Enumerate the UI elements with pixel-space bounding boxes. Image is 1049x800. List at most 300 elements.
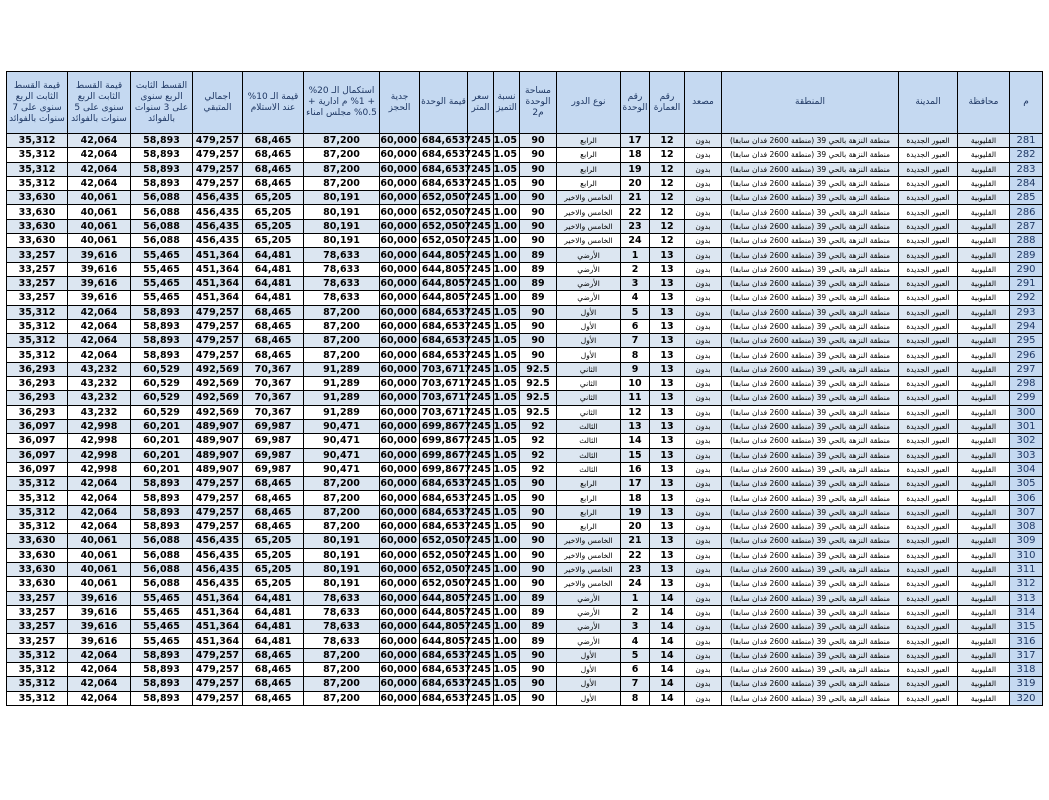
table-cell: منطقة النزهة بالحي 39 (منطقة 2600 فدان سابقا) bbox=[722, 562, 899, 576]
table-cell: 13 bbox=[650, 491, 685, 505]
table-cell: الرابع bbox=[557, 176, 621, 190]
row-number-cell: 311 bbox=[1010, 562, 1043, 576]
table-row bbox=[7, 176, 1043, 190]
table-cell: العبور الجديدة bbox=[899, 305, 958, 319]
table-header bbox=[7, 72, 1043, 134]
table-cell: 68,465 bbox=[243, 477, 304, 491]
table-cell: 8 bbox=[621, 691, 650, 705]
table-cell: بدون bbox=[685, 362, 722, 376]
table-cell: 40,061 bbox=[68, 191, 131, 205]
table-cell: 479,257 bbox=[193, 134, 243, 148]
table-cell: 479,257 bbox=[193, 477, 243, 491]
table-cell: 42,998 bbox=[68, 462, 131, 476]
table-cell: 21 bbox=[621, 534, 650, 548]
table-cell: 64,481 bbox=[243, 291, 304, 305]
table-cell: 644,805 bbox=[420, 605, 468, 619]
table-cell: العبور الجديدة bbox=[899, 477, 958, 491]
table-cell: 55,465 bbox=[131, 291, 193, 305]
table-cell: 64,481 bbox=[243, 634, 304, 648]
table-cell: 89 bbox=[520, 620, 557, 634]
table-cell: العبور الجديدة bbox=[899, 434, 958, 448]
table-cell: 7245 bbox=[468, 291, 494, 305]
table-cell: 14 bbox=[650, 634, 685, 648]
table-cell: منطقة النزهة بالحي 39 (منطقة 2600 فدان سابقا) bbox=[722, 677, 899, 691]
table-row bbox=[7, 505, 1043, 519]
table-cell: 90 bbox=[520, 691, 557, 705]
table-row bbox=[7, 348, 1043, 362]
table-row bbox=[7, 534, 1043, 548]
table-row bbox=[7, 219, 1043, 233]
table-cell: القليوبية bbox=[958, 305, 1010, 319]
table-cell: 451,364 bbox=[193, 605, 243, 619]
table-cell: 479,257 bbox=[193, 305, 243, 319]
table-cell: 652,050 bbox=[420, 562, 468, 576]
table-cell: الأول bbox=[557, 648, 621, 662]
row-number-cell: 319 bbox=[1010, 677, 1043, 691]
table-cell: 479,257 bbox=[193, 662, 243, 676]
table-cell: منطقة النزهة بالحي 39 (منطقة 2600 فدان سابقا) bbox=[722, 405, 899, 419]
table-cell: 58,893 bbox=[131, 162, 193, 176]
table-cell: منطقة النزهة بالحي 39 (منطقة 2600 فدان سابقا) bbox=[722, 248, 899, 262]
table-cell: العبور الجديدة bbox=[899, 219, 958, 233]
table-cell: 1.05 bbox=[494, 691, 520, 705]
table-cell: 90 bbox=[520, 648, 557, 662]
column-header: استكمال الـ 20% + 1% م ادارية + 0.5% مجلس امناء bbox=[304, 72, 380, 134]
table-cell: القليوبية bbox=[958, 391, 1010, 405]
table-cell: منطقة النزهة بالحي 39 (منطقة 2600 فدان سابقا) bbox=[722, 491, 899, 505]
column-header: مساحة الوحدة م2 bbox=[520, 72, 557, 134]
table-cell: 58,893 bbox=[131, 348, 193, 362]
table-cell: 35,312 bbox=[7, 148, 68, 162]
table-cell: 42,064 bbox=[68, 648, 131, 662]
table-cell: 492,569 bbox=[193, 362, 243, 376]
table-cell: 1.00 bbox=[494, 191, 520, 205]
table-cell: 699,867 bbox=[420, 434, 468, 448]
table-cell: العبور الجديدة bbox=[899, 419, 958, 433]
table-row bbox=[7, 305, 1043, 319]
table-cell: 12 bbox=[650, 234, 685, 248]
table-cell: 6 bbox=[621, 319, 650, 333]
table-cell: العبور الجديدة bbox=[899, 248, 958, 262]
table-cell: بدون bbox=[685, 334, 722, 348]
table-cell: 56,088 bbox=[131, 234, 193, 248]
table-cell: بدون bbox=[685, 562, 722, 576]
table-cell: 69,987 bbox=[243, 462, 304, 476]
table-cell: 65,205 bbox=[243, 219, 304, 233]
table-cell: 7245 bbox=[468, 591, 494, 605]
table-cell: الثاني bbox=[557, 405, 621, 419]
row-number-cell: 310 bbox=[1010, 548, 1043, 562]
table-cell: العبور الجديدة bbox=[899, 605, 958, 619]
table-cell: 19 bbox=[621, 162, 650, 176]
table-cell: 1.05 bbox=[494, 434, 520, 448]
table-cell: بدون bbox=[685, 191, 722, 205]
table-cell: العبور الجديدة bbox=[899, 134, 958, 148]
table-cell: 42,064 bbox=[68, 319, 131, 333]
table-cell: القليوبية bbox=[958, 562, 1010, 576]
table-cell: منطقة النزهة بالحي 39 (منطقة 2600 فدان سابقا) bbox=[722, 205, 899, 219]
column-header: رقم العمارة bbox=[650, 72, 685, 134]
table-cell: 42,064 bbox=[68, 305, 131, 319]
table-cell: 479,257 bbox=[193, 148, 243, 162]
table-cell: بدون bbox=[685, 491, 722, 505]
table-cell: 11 bbox=[621, 391, 650, 405]
table-cell: الأرضي bbox=[557, 634, 621, 648]
table-cell: القليوبية bbox=[958, 477, 1010, 491]
table-cell: 56,088 bbox=[131, 534, 193, 548]
table-cell: 35,312 bbox=[7, 319, 68, 333]
table-cell: بدون bbox=[685, 276, 722, 290]
table-cell: 33,257 bbox=[7, 262, 68, 276]
table-cell: 36,293 bbox=[7, 377, 68, 391]
table-cell: 1.00 bbox=[494, 577, 520, 591]
table-cell: القليوبية bbox=[958, 262, 1010, 276]
table-cell: 1.00 bbox=[494, 634, 520, 648]
table-cell: 35,312 bbox=[7, 162, 68, 176]
table-cell: 60,000 bbox=[380, 577, 420, 591]
table-cell: 35,312 bbox=[7, 491, 68, 505]
table-cell: 35,312 bbox=[7, 134, 68, 148]
table-cell: 42,064 bbox=[68, 491, 131, 505]
table-cell: 58,893 bbox=[131, 134, 193, 148]
table-cell: 35,312 bbox=[7, 505, 68, 519]
table-cell: الأرضي bbox=[557, 262, 621, 276]
table-cell: 33,257 bbox=[7, 248, 68, 262]
table-cell: منطقة النزهة بالحي 39 (منطقة 2600 فدان سابقا) bbox=[722, 162, 899, 176]
table-cell: بدون bbox=[685, 477, 722, 491]
table-cell: 89 bbox=[520, 291, 557, 305]
table-row bbox=[7, 234, 1043, 248]
table-cell: 90 bbox=[520, 176, 557, 190]
table-cell: 33,257 bbox=[7, 605, 68, 619]
table-cell: القليوبية bbox=[958, 577, 1010, 591]
table-cell: 456,435 bbox=[193, 534, 243, 548]
table-cell: 12 bbox=[650, 205, 685, 219]
table-row bbox=[7, 334, 1043, 348]
table-cell: بدون bbox=[685, 348, 722, 362]
table-cell: 58,893 bbox=[131, 677, 193, 691]
table-cell: بدون bbox=[685, 648, 722, 662]
table-cell: 58,893 bbox=[131, 334, 193, 348]
table-cell: 1.05 bbox=[494, 148, 520, 162]
table-cell: 60,000 bbox=[380, 291, 420, 305]
table-cell: 7245 bbox=[468, 434, 494, 448]
table-cell: 39,616 bbox=[68, 605, 131, 619]
table-cell: 7245 bbox=[468, 448, 494, 462]
table-cell: 479,257 bbox=[193, 162, 243, 176]
table-cell: منطقة النزهة بالحي 39 (منطقة 2600 فدان سابقا) bbox=[722, 605, 899, 619]
table-cell: الرابع bbox=[557, 477, 621, 491]
table-cell: بدون bbox=[685, 534, 722, 548]
table-cell: بدون bbox=[685, 291, 722, 305]
table-cell: العبور الجديدة bbox=[899, 662, 958, 676]
table-cell: منطقة النزهة بالحي 39 (منطقة 2600 فدان سابقا) bbox=[722, 434, 899, 448]
table-cell: 7245 bbox=[468, 520, 494, 534]
table-cell: بدون bbox=[685, 148, 722, 162]
table-cell: العبور الجديدة bbox=[899, 391, 958, 405]
table-cell: 60,000 bbox=[380, 520, 420, 534]
table-cell: 60,000 bbox=[380, 620, 420, 634]
table-cell: 43,232 bbox=[68, 405, 131, 419]
table-cell: بدون bbox=[685, 219, 722, 233]
table-cell: 479,257 bbox=[193, 691, 243, 705]
table-cell: القليوبية bbox=[958, 276, 1010, 290]
table-cell: بدون bbox=[685, 548, 722, 562]
table-cell: العبور الجديدة bbox=[899, 548, 958, 562]
table-cell: 60,000 bbox=[380, 605, 420, 619]
table-cell: بدون bbox=[685, 691, 722, 705]
table-cell: 13 bbox=[650, 377, 685, 391]
table-cell: 1.05 bbox=[494, 520, 520, 534]
table-cell: بدون bbox=[685, 176, 722, 190]
table-cell: 33,630 bbox=[7, 234, 68, 248]
table-cell: الثالث bbox=[557, 419, 621, 433]
table-cell: 42,998 bbox=[68, 448, 131, 462]
row-number-cell: 314 bbox=[1010, 605, 1043, 619]
table-cell: 13 bbox=[650, 577, 685, 591]
table-cell: 684,653 bbox=[420, 648, 468, 662]
table-cell: بدون bbox=[685, 205, 722, 219]
table-cell: بدون bbox=[685, 662, 722, 676]
table-cell: 64,481 bbox=[243, 248, 304, 262]
table-cell: العبور الجديدة bbox=[899, 262, 958, 276]
table-cell: 644,805 bbox=[420, 248, 468, 262]
table-cell: القليوبية bbox=[958, 505, 1010, 519]
table-cell: 87,200 bbox=[304, 505, 380, 519]
table-cell: 703,671 bbox=[420, 405, 468, 419]
table-cell: 89 bbox=[520, 262, 557, 276]
table-cell: 7245 bbox=[468, 391, 494, 405]
table-cell: 1.00 bbox=[494, 605, 520, 619]
table-cell: 55,465 bbox=[131, 591, 193, 605]
table-cell: 644,805 bbox=[420, 591, 468, 605]
row-number-cell: 284 bbox=[1010, 176, 1043, 190]
table-cell: 644,805 bbox=[420, 620, 468, 634]
table-cell: 492,569 bbox=[193, 377, 243, 391]
table-cell: 33,257 bbox=[7, 291, 68, 305]
table-cell: 24 bbox=[621, 577, 650, 591]
table-cell: القليوبية bbox=[958, 219, 1010, 233]
table-cell: 7245 bbox=[468, 562, 494, 576]
table-cell: 456,435 bbox=[193, 219, 243, 233]
table-cell: 21 bbox=[621, 191, 650, 205]
table-cell: 652,050 bbox=[420, 234, 468, 248]
table-cell: 479,257 bbox=[193, 677, 243, 691]
table-cell: 90 bbox=[520, 548, 557, 562]
table-cell: 1.05 bbox=[494, 391, 520, 405]
table-cell: 87,200 bbox=[304, 520, 380, 534]
table-cell: الثالث bbox=[557, 448, 621, 462]
table-cell: 36,097 bbox=[7, 462, 68, 476]
table-cell: الأول bbox=[557, 662, 621, 676]
table-cell: 58,893 bbox=[131, 505, 193, 519]
row-number-cell: 285 bbox=[1010, 191, 1043, 205]
table-cell: 55,465 bbox=[131, 276, 193, 290]
column-header: م bbox=[1010, 72, 1043, 134]
table-cell: 684,653 bbox=[420, 691, 468, 705]
table-cell: 91,289 bbox=[304, 377, 380, 391]
table-cell: 56,088 bbox=[131, 562, 193, 576]
table-cell: الأول bbox=[557, 334, 621, 348]
table-cell: 60,201 bbox=[131, 419, 193, 433]
table-cell: القليوبية bbox=[958, 691, 1010, 705]
table-cell: بدون bbox=[685, 134, 722, 148]
table-cell: 70,367 bbox=[243, 391, 304, 405]
table-cell: 91,289 bbox=[304, 391, 380, 405]
table-cell: القليوبية bbox=[958, 491, 1010, 505]
table-cell: 36,097 bbox=[7, 434, 68, 448]
table-cell: 7245 bbox=[468, 305, 494, 319]
table-cell: منطقة النزهة بالحي 39 (منطقة 2600 فدان سابقا) bbox=[722, 377, 899, 391]
table-cell: 60,000 bbox=[380, 405, 420, 419]
table-cell: العبور الجديدة bbox=[899, 577, 958, 591]
row-number-cell: 298 bbox=[1010, 377, 1043, 391]
table-cell: العبور الجديدة bbox=[899, 334, 958, 348]
table-cell: 68,465 bbox=[243, 691, 304, 705]
table-cell: 644,805 bbox=[420, 262, 468, 276]
table-cell: القليوبية bbox=[958, 148, 1010, 162]
table-cell: منطقة النزهة بالحي 39 (منطقة 2600 فدان سابقا) bbox=[722, 291, 899, 305]
table-cell: 60,000 bbox=[380, 548, 420, 562]
table-row bbox=[7, 648, 1043, 662]
table-cell: 13 bbox=[650, 520, 685, 534]
table-cell: 65,205 bbox=[243, 234, 304, 248]
table-cell: القليوبية bbox=[958, 234, 1010, 248]
table-cell: الأرضي bbox=[557, 276, 621, 290]
table-cell: منطقة النزهة بالحي 39 (منطقة 2600 فدان سابقا) bbox=[722, 334, 899, 348]
table-cell: 7245 bbox=[468, 605, 494, 619]
table-row bbox=[7, 434, 1043, 448]
table-cell: 65,205 bbox=[243, 577, 304, 591]
table-cell: 684,653 bbox=[420, 677, 468, 691]
table-cell: القليوبية bbox=[958, 205, 1010, 219]
row-number-cell: 312 bbox=[1010, 577, 1043, 591]
table-cell: 90 bbox=[520, 334, 557, 348]
table-cell: بدون bbox=[685, 162, 722, 176]
table-cell: الأول bbox=[557, 319, 621, 333]
table-cell: العبور الجديدة bbox=[899, 319, 958, 333]
table-cell: 652,050 bbox=[420, 548, 468, 562]
table-cell: 7245 bbox=[468, 620, 494, 634]
table-cell: القليوبية bbox=[958, 291, 1010, 305]
table-cell: 68,465 bbox=[243, 505, 304, 519]
table-cell: 699,867 bbox=[420, 419, 468, 433]
table-cell: بدون bbox=[685, 319, 722, 333]
row-number-cell: 296 bbox=[1010, 348, 1043, 362]
table-cell: منطقة النزهة بالحي 39 (منطقة 2600 فدان سابقا) bbox=[722, 662, 899, 676]
table-cell: 1.05 bbox=[494, 462, 520, 476]
column-header: نسبة التميز bbox=[494, 72, 520, 134]
table-cell: الأول bbox=[557, 691, 621, 705]
table-cell: 2 bbox=[621, 262, 650, 276]
row-number-cell: 288 bbox=[1010, 234, 1043, 248]
table-cell: 7245 bbox=[468, 462, 494, 476]
table-cell: 70,367 bbox=[243, 362, 304, 376]
table-cell: 92.5 bbox=[520, 405, 557, 419]
table-cell: 13 bbox=[621, 419, 650, 433]
table-cell: 456,435 bbox=[193, 577, 243, 591]
table-cell: 456,435 bbox=[193, 205, 243, 219]
table-cell: الأرضي bbox=[557, 291, 621, 305]
table-cell: 55,465 bbox=[131, 620, 193, 634]
table-cell: 55,465 bbox=[131, 634, 193, 648]
table-cell: 33,257 bbox=[7, 276, 68, 290]
table-cell: القليوبية bbox=[958, 334, 1010, 348]
table-cell: 87,200 bbox=[304, 134, 380, 148]
table-cell: بدون bbox=[685, 377, 722, 391]
table-cell: 80,191 bbox=[304, 219, 380, 233]
column-header: قيمة الوحدة bbox=[420, 72, 468, 134]
table-cell: 92.5 bbox=[520, 362, 557, 376]
table-cell: القليوبية bbox=[958, 419, 1010, 433]
table-cell: 80,191 bbox=[304, 534, 380, 548]
table-cell: 684,653 bbox=[420, 305, 468, 319]
table-cell: الرابع bbox=[557, 162, 621, 176]
table-cell: 89 bbox=[520, 605, 557, 619]
table-cell: 60,000 bbox=[380, 391, 420, 405]
table-cell: بدون bbox=[685, 448, 722, 462]
table-cell: الخامس والاخير bbox=[557, 562, 621, 576]
table-cell: 78,633 bbox=[304, 620, 380, 634]
row-number-cell: 316 bbox=[1010, 634, 1043, 648]
table-cell: 13 bbox=[650, 434, 685, 448]
table-cell: منطقة النزهة بالحي 39 (منطقة 2600 فدان سابقا) bbox=[722, 276, 899, 290]
table-cell: القليوبية bbox=[958, 520, 1010, 534]
table-cell: 87,200 bbox=[304, 162, 380, 176]
table-body bbox=[7, 134, 1043, 706]
table-cell: 60,000 bbox=[380, 348, 420, 362]
table-cell: 1.05 bbox=[494, 134, 520, 148]
table-cell: 7245 bbox=[468, 491, 494, 505]
table-cell: 7245 bbox=[468, 548, 494, 562]
column-header: القسط الثابت الربع سنوى على 3 سنوات بالفوائد bbox=[131, 72, 193, 134]
table-cell: بدون bbox=[685, 419, 722, 433]
table-row bbox=[7, 677, 1043, 691]
table-cell: 1.00 bbox=[494, 262, 520, 276]
table-cell: 60,000 bbox=[380, 334, 420, 348]
table-cell: 33,630 bbox=[7, 562, 68, 576]
table-cell: 652,050 bbox=[420, 191, 468, 205]
table-cell: 684,653 bbox=[420, 134, 468, 148]
table-cell: 42,064 bbox=[68, 176, 131, 190]
table-cell: 1.00 bbox=[494, 562, 520, 576]
row-number-cell: 315 bbox=[1010, 620, 1043, 634]
table-row bbox=[7, 477, 1043, 491]
table-cell: 451,364 bbox=[193, 591, 243, 605]
table-cell: 90 bbox=[520, 491, 557, 505]
table-cell: 684,653 bbox=[420, 162, 468, 176]
table-cell: القليوبية bbox=[958, 534, 1010, 548]
table-cell: 492,569 bbox=[193, 405, 243, 419]
units-table bbox=[6, 71, 1043, 706]
table-cell: الخامس والاخير bbox=[557, 234, 621, 248]
table-cell: 60,529 bbox=[131, 377, 193, 391]
table-cell: 78,633 bbox=[304, 634, 380, 648]
table-cell: 39,616 bbox=[68, 262, 131, 276]
table-cell: 36,097 bbox=[7, 419, 68, 433]
table-cell: 87,200 bbox=[304, 677, 380, 691]
table-cell: 3 bbox=[621, 620, 650, 634]
table-cell: 7245 bbox=[468, 362, 494, 376]
table-cell: 33,257 bbox=[7, 591, 68, 605]
table-cell: 90 bbox=[520, 520, 557, 534]
table-row bbox=[7, 577, 1043, 591]
table-cell: 60,000 bbox=[380, 662, 420, 676]
table-cell: بدون bbox=[685, 634, 722, 648]
table-cell: 58,893 bbox=[131, 176, 193, 190]
table-cell: 699,867 bbox=[420, 462, 468, 476]
table-cell: 1.05 bbox=[494, 162, 520, 176]
